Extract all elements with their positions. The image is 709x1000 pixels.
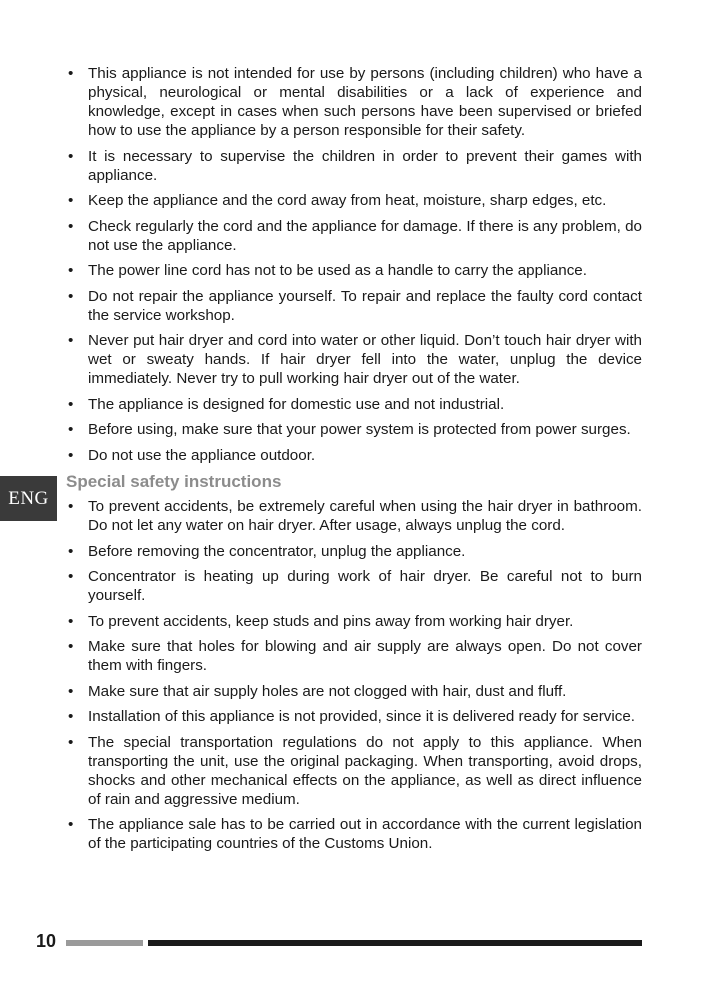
list-item <box>66 331 642 388</box>
bullet-icon: • <box>68 421 74 438</box>
list-item <box>66 567 642 605</box>
bullet-icon: • <box>68 708 74 725</box>
list-item <box>66 446 642 465</box>
bullet-icon: • <box>68 65 74 82</box>
list-item <box>66 191 642 210</box>
list-item <box>66 612 642 631</box>
list-item-text: The power line cord has not to be used as a handle to carry the appliance. <box>88 262 587 279</box>
list-item <box>66 420 642 439</box>
list-item <box>66 147 642 185</box>
section-title: Special safety instructions <box>66 472 282 491</box>
page-number: 10 <box>36 931 57 951</box>
bullet-icon: • <box>68 332 74 349</box>
footer-bar-grey <box>66 940 143 946</box>
bullet-icon: • <box>68 217 74 235</box>
list-item-text: The appliance is designed for domestic use and not industrial. <box>88 395 505 413</box>
list-item-text: Check regularly the cord and the appliance for damage. If there is any problem, do not use the appliance. <box>88 217 642 254</box>
list-item-text: Keep the appliance and the cord away from heat, moisture, sharp edges, etc. <box>88 192 607 209</box>
list-item <box>66 261 642 280</box>
list-item-text: Before using, make sure that your power system is protected from power surges. <box>88 421 631 438</box>
list-item-text: This appliance is not intended for use by persons (including children) who have a physical, neurological or mental disabilities or a lack of experience and knowledge, except in cases when such persons have been supervised or briefed how to use the appliance by a person responsible for their safety. <box>88 65 642 139</box>
bullet-icon: • <box>68 446 74 464</box>
list-item <box>66 733 642 809</box>
bullet-icon: • <box>68 498 74 515</box>
bullet-icon: • <box>68 147 74 165</box>
list-item <box>66 395 642 414</box>
language-tab: ENG <box>0 476 57 521</box>
bullet-icon: • <box>68 287 74 305</box>
bullet-icon: • <box>68 682 74 700</box>
bullet-icon: • <box>68 733 74 751</box>
list-item <box>66 815 642 853</box>
bullet-icon: • <box>68 262 74 279</box>
list-item-text: To prevent accidents, keep studs and pins away from working hair dryer. <box>88 612 574 630</box>
list-item <box>66 497 642 535</box>
footer-bar-black <box>148 940 642 946</box>
list-item-text: Make sure that air supply holes are not clogged with hair, dust and fluff. <box>88 682 567 700</box>
list-item-text: Installation of this appliance is not provided, since it is delivered ready for service. <box>88 708 636 725</box>
list-item-text: Before removing the concentrator, unplug the appliance. <box>88 542 466 560</box>
list-item-text: To prevent accidents, be extremely careful when using the hair dryer in bathroom. Do not let any water on hair dryer. After usage, always unplug the cord. <box>88 498 642 534</box>
list-item <box>66 637 642 675</box>
list-item-text: Never put hair dryer and cord into water or other liquid. Don’t touch hair dryer with wet or sweaty hands. If hair dryer fell into the water, unplug the device immediately. Never try to pull working hair dryer out of the water. <box>88 332 642 387</box>
list-item <box>66 707 642 726</box>
list-item-text: The appliance sale has to be carried out in accordance with the current legislation of the participating countries of the Customs Union. <box>88 816 642 852</box>
list-item <box>66 682 642 701</box>
bullet-icon: • <box>68 638 74 655</box>
list-item-text: The special transportation regulations do not apply to this appliance. When transporting the unit, use the original packaging. When transporting, avoid drops, shocks and other mechanical effects on the appliance, as well as direct influence of rain and aggressive medium. <box>88 733 642 808</box>
list-item-text: It is necessary to supervise the children in order to prevent their games with appliance. <box>88 147 642 184</box>
list-item <box>66 64 642 140</box>
list-item-text: Concentrator is heating up during work of hair dryer. Be careful not to burn yourself. <box>88 568 642 604</box>
bullet-icon: • <box>68 612 74 630</box>
bullet-icon: • <box>68 816 74 833</box>
document-body <box>66 64 642 860</box>
bullet-icon: • <box>68 568 74 585</box>
list-item-text: Make sure that holes for blowing and air supply are always open. Do not cover them with fingers. <box>88 638 642 674</box>
list-item <box>66 217 642 255</box>
list-item <box>66 542 642 561</box>
safety-list-special <box>66 497 642 853</box>
safety-list-general <box>66 64 642 465</box>
list-item-text: Do not repair the appliance yourself. To repair and replace the faulty cord contact the service workshop. <box>88 287 642 324</box>
list-item-text: Do not use the appliance outdoor. <box>88 446 316 464</box>
list-item <box>66 287 642 325</box>
bullet-icon: • <box>68 192 74 209</box>
bullet-icon: • <box>68 542 74 560</box>
bullet-icon: • <box>68 395 74 413</box>
